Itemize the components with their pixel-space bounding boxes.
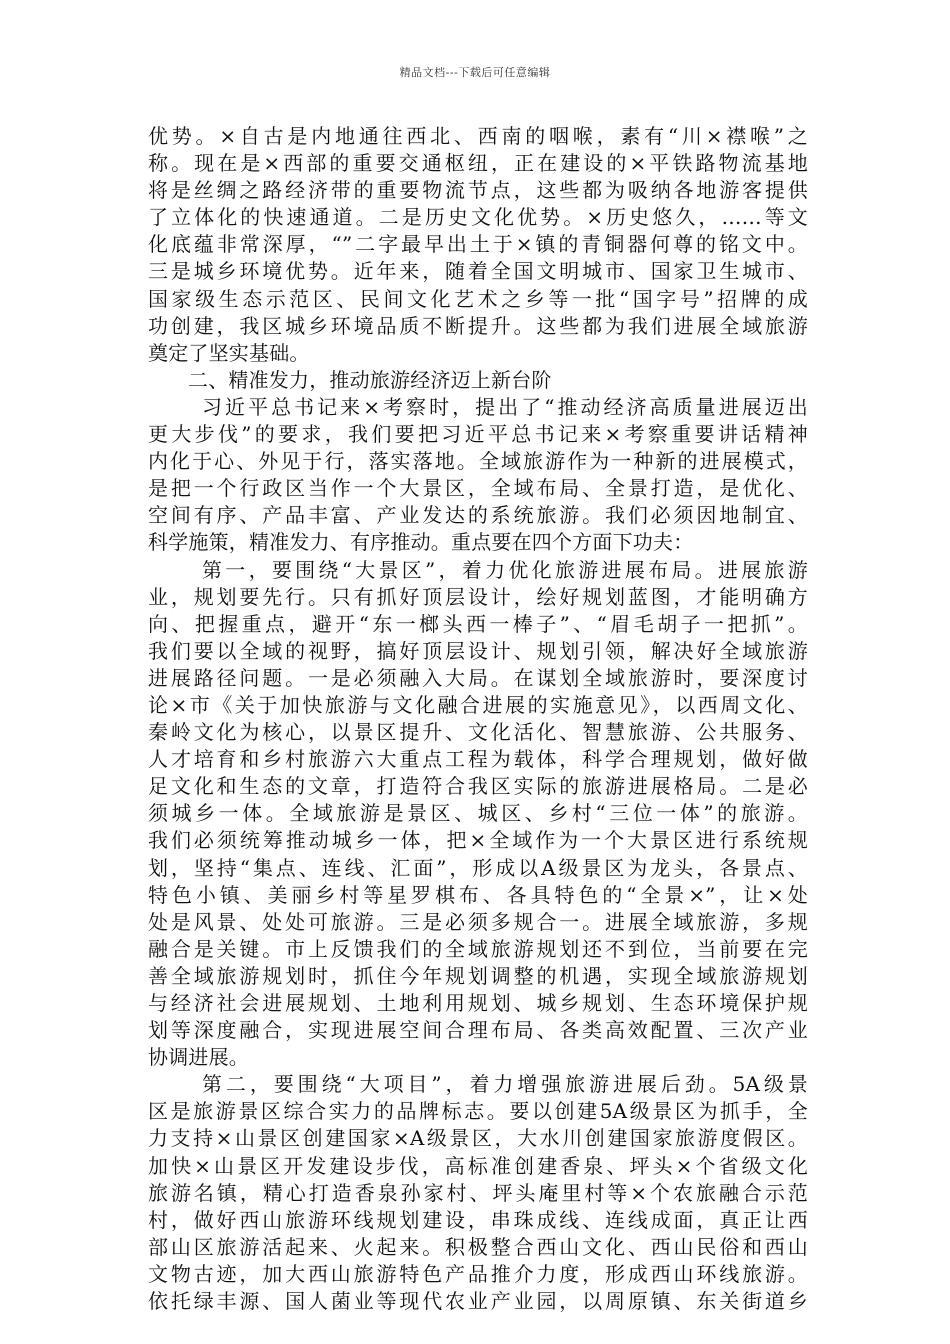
- text-line: 须城乡一体。全域旅游是景区、城区、乡村“三位一体”的旅游。: [148, 801, 808, 826]
- text-line: 旅游名镇，精心打造香泉孙家村、坪头庵里村等×个农旅融合示范: [148, 1180, 808, 1205]
- text-line: 足文化和生态的文章，打造符合我区实际的旅游进展格局。二是必: [148, 774, 808, 799]
- text-line: 是把一个行政区当作一个大景区，全域布局、全景打造，是优化、: [148, 476, 808, 501]
- page-header: 精品文档---下载后可任意编辑: [399, 66, 551, 79]
- text-line: 我们要以全域的视野，搞好顶层设计、规划引领，解决好全域旅游: [148, 638, 808, 663]
- text-line: 将是丝绸之路经济带的重要物流节点，这些都为吸纳各地游客提供: [148, 178, 808, 203]
- text-line: 加快×山景区开发建设步伐，高标准创建香泉、坪头×个省级文化: [148, 1153, 808, 1178]
- text-line: 第二，要围绕“大项目”，着力增强旅游进展后劲。5A级景: [202, 1072, 808, 1097]
- text-line: 国家级生态示范区、民间文化艺术之乡等一批“国字号”招牌的成: [148, 286, 808, 311]
- text-line: 论×市《关于加快旅游与文化融合进展的实施意见》，以西周文化、: [148, 692, 808, 717]
- text-line: 进展路径问题。一是必须融入大局。在谋划全域旅游时，要深度讨: [148, 665, 808, 690]
- text-line: 村，做好西山旅游环线规划建设，串珠成线、连线成面，真正让西: [148, 1207, 808, 1232]
- text-line: 力支持×山景区创建国家×A级景区，大水川创建国家旅游度假区。: [148, 1126, 808, 1151]
- text-line: 文物古迹，加大西山旅游特色产品推介力度，形成西山环线旅游。: [148, 1261, 808, 1286]
- text-line: 功创建，我区城乡环境品质不断提升。这些都为我们进展全域旅游: [148, 313, 808, 338]
- text-line: 习近平总书记来×考察时，提出了“推动经济高质量进展迈出: [202, 394, 808, 419]
- text-line: 协调进展。: [148, 1045, 249, 1070]
- text-line: 二、精准发力，推动旅游经济迈上新台阶: [188, 367, 552, 392]
- text-line: 善全域旅游规划时，抓住今年规划调整的机遇，实现全域旅游规划: [148, 963, 808, 988]
- text-line: 内化于心、外见于行，落实落地。全域旅游作为一种新的进展模式，: [148, 449, 808, 474]
- text-line: 依托绿丰源、国人菌业等现代农业产业园，以周原镇、东关街道乡: [148, 1289, 808, 1314]
- text-line: 部山区旅游活起来、火起来。积极整合西山文化、西山民俗和西山: [148, 1234, 808, 1259]
- text-line: 奠定了坚实基础。: [148, 340, 310, 365]
- text-line: 了立体化的快速通道。二是历史文化优势。×历史悠久，……等文: [148, 205, 808, 230]
- text-line: 优势。×自古是内地通往西北、西南的咽喉，素有“川×襟喉”之: [148, 124, 808, 148]
- paragraph: [148, 394, 808, 557]
- text-line: 称。现在是×西部的重要交通枢纽，正在建设的×平铁路物流基地: [148, 151, 808, 176]
- text-line: 特色小镇、美丽乡村等星罗棋布、各具特色的“全景×”，让×处: [148, 882, 808, 907]
- text-line: 化底蕴非常深厚，“”二字最早出土于×镇的青铜器何尊的铭文中。: [148, 232, 808, 257]
- text-line: 向、把握重点，避开“东一榔头西一棒子”、“眉毛胡子一把抓”。: [148, 611, 808, 636]
- text-line: 更大步伐”的要求，我们要把习近平总书记来×考察重要讲话精神: [148, 422, 808, 447]
- text-line: 我们必须统筹推动城乡一体，把×全域作为一个大景区进行系统规: [148, 828, 808, 853]
- section-heading: [148, 367, 808, 394]
- text-line: 与经济社会进展规划、土地利用规划、城乡规划、生态环境保护规: [148, 991, 808, 1015]
- text-line: 处是风景、处处可旅游。三是必须多规合一。进展全域旅游，多规: [148, 909, 808, 934]
- text-line: 第一，要围绕“大景区”，着力优化旅游进展布局。进展旅游: [202, 557, 808, 582]
- paragraph: [148, 557, 808, 1072]
- document-body: [148, 123, 808, 1315]
- text-line: 秦岭文化为核心，以景区提升、文化活化、智慧旅游、公共服务、: [148, 720, 808, 745]
- text-line: 人才培育和乡村旅游六大重点工程为载体，科学合理规划，做好做: [148, 747, 808, 772]
- text-line: 三是城乡环境优势。近年来，随着全国文明城市、国家卫生城市、: [148, 259, 808, 284]
- text-line: 空间有序、产品丰富、产业发达的系统旅游。我们必须因地制宜、: [148, 503, 808, 528]
- text-line: 划等深度融合，实现进展空间合理布局、各类高效配置、三次产业: [148, 1018, 808, 1043]
- paragraph: [148, 1071, 808, 1315]
- paragraph: [148, 123, 808, 367]
- text-line: 区是旅游景区综合实力的品牌标志。要以创建5A级景区为抓手，全: [148, 1099, 808, 1124]
- text-line: 融合是关键。市上反馈我们的全域旅游规划还不到位，当前要在完: [148, 936, 808, 961]
- text-line: 划，坚持“集点、连线、汇面”，形成以A级景区为龙头，各景点、: [148, 855, 808, 880]
- text-line: 业，规划要先行。只有抓好顶层设计，绘好规划蓝图，才能明确方: [148, 584, 808, 609]
- text-line: 科学施策，精准发力、有序推动。重点要在四个方面下功夫：: [148, 530, 694, 555]
